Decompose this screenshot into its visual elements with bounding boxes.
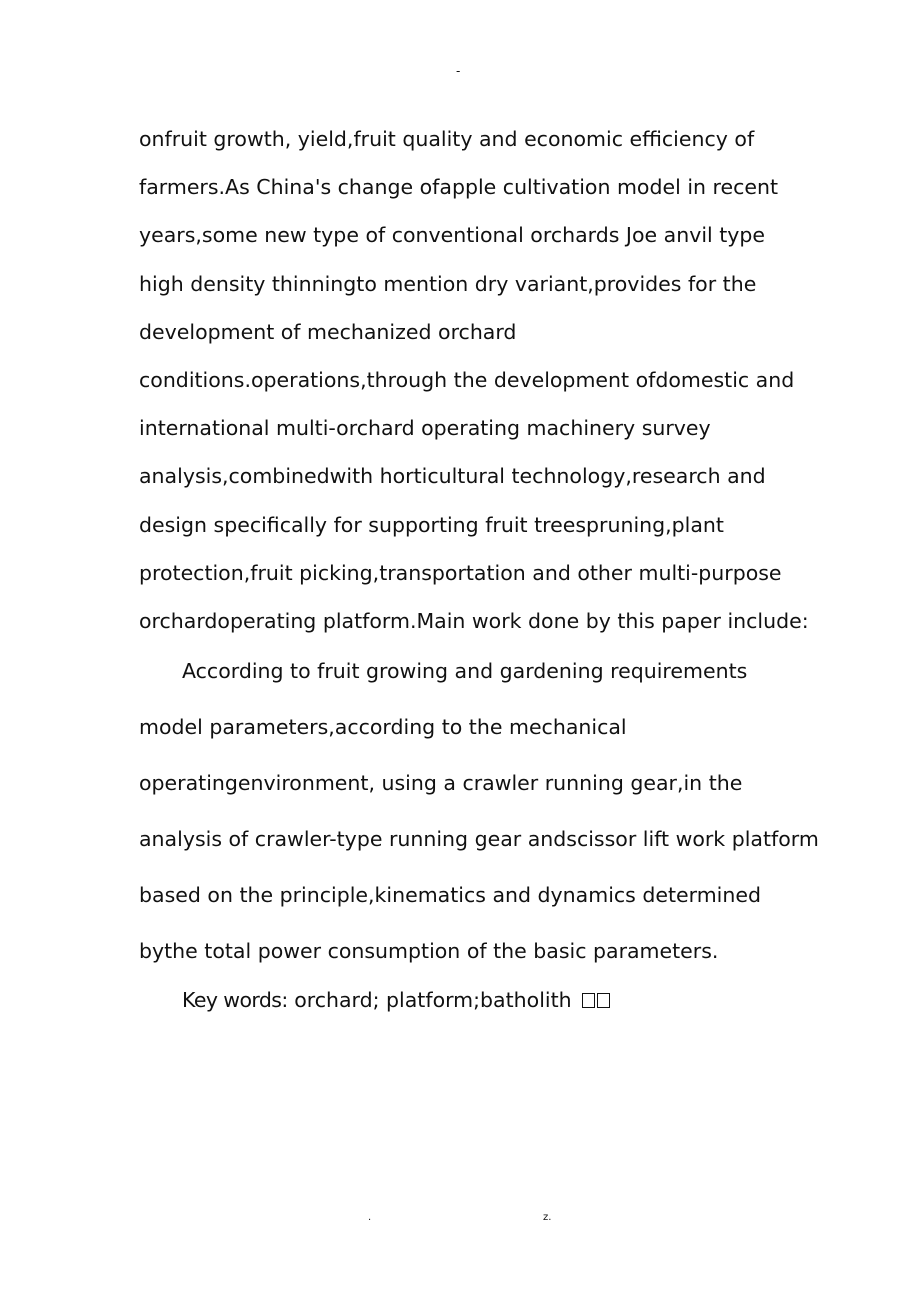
keywords-line xyxy=(182,980,612,1020)
text-line: bythe total power consumption of the basic parameters. xyxy=(139,939,719,963)
text-line: years,some new type of conventional orchards Joe anvil type xyxy=(139,223,766,248)
text-line: design specifically for supporting fruit treespruning,plant xyxy=(139,512,724,537)
text-line: onfruit growth, yield,fruit quality and economic efficiency of xyxy=(139,127,755,151)
text-line: development of mechanized orchard xyxy=(139,319,517,344)
abstract-paragraph-1 xyxy=(139,115,819,645)
text-line: farmers.As China's change ofapple cultivation model in recent xyxy=(139,175,779,200)
keywords-text: orchard; platform;batholith xyxy=(287,988,579,1012)
footer-left-mark: . xyxy=(368,1212,372,1223)
page-header-mark: - xyxy=(456,64,461,78)
text-line: operatingenvironment, using a crawler running gear,in the xyxy=(139,771,743,795)
text-line: based on the principle,kinematics and dynamics determined xyxy=(139,883,761,907)
abstract-paragraph-2 xyxy=(139,643,819,979)
text-line: high density thinningto mention dry variant,provides for the xyxy=(139,271,757,296)
text-line: protection,fruit picking,transportation and other multi-purpose xyxy=(139,560,782,585)
text-line: international multi-orchard operating machinery survey xyxy=(139,416,711,441)
keywords-label: Key words: xyxy=(182,988,288,1012)
footer-right-mark: z. xyxy=(543,1212,552,1223)
text-line: According to fruit growing and gardening requirements xyxy=(182,659,748,683)
text-line: orchardoperating platform.Main work done by this paper include: xyxy=(139,608,809,633)
text-line: conditions.operations,through the development ofdomestic and xyxy=(139,367,795,392)
missing-glyph-icon xyxy=(582,980,612,1020)
text-line: analysis of crawler-type running gear andscissor lift work platform xyxy=(139,827,819,851)
text-line: analysis,combinedwith horticultural technology,research and xyxy=(139,464,766,489)
text-line: model parameters,according to the mechanical xyxy=(139,715,627,739)
